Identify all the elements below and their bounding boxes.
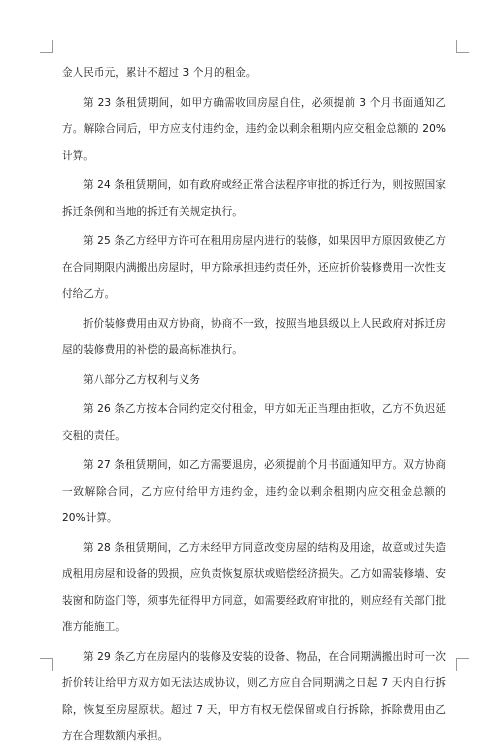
paragraph-article-26: 第 26 条乙方按本合同约定交付租金，甲方如无正当理由拒收，乙方不负迟延交租的责任。	[62, 403, 446, 442]
crop-mark-bottom-left	[40, 658, 53, 671]
crop-mark-bottom-right	[456, 658, 469, 671]
crop-mark-top-left	[40, 40, 53, 53]
paragraph-article-28: 第 28 条租赁期间，乙方未经甲方同意改变房屋的结构及用途，故意或过失造成租用房屋和设备的毁损，应负责恢复原状或赔偿经济损失。乙方如需装修墙、安装窗和防盗门等，须事先征得甲方同意，如需要经政府审批的，则应经有关部门批准方能施工。	[62, 541, 446, 633]
paragraph-article-23: 第 23 条租赁期间，如甲方确需收回房屋自住，必须提前 3 个月书面通知乙方。解除合同后，甲方应支付违约金，违约金以剩余租期内应交租金总额的 20%计算。	[62, 96, 446, 162]
crop-mark-top-right	[456, 40, 469, 53]
paragraph-article-24: 第 24 条租赁期间，如有政府或经正常合法程序审批的拆迁行为，则按照国家拆迁条例和当地的拆迁有关规定执行。	[62, 179, 446, 218]
document-body	[62, 60, 446, 753]
section-heading-part-8: 第八部分乙方权利与义务	[83, 373, 201, 386]
paragraph-article-25: 第 25 条乙方经甲方许可在租用房屋内进行的装修，如果因甲方原因致使乙方在合同期限内满搬出房屋时，甲方除承担违约责任外，还应折价装修费用一次性支付给乙方。	[62, 235, 446, 300]
paragraph-article-29: 第 29 条乙方在房屋内的装修及安装的设备、物品，在合同期满搬出时可一次折价转让给甲方双方如无法达成协议，则乙方应自合同期满之日起 7 天内自行拆除，恢复至房屋原状。超过 7 天，甲方有权无偿保留或自行拆除，拆除费用由乙方在合理数额内承担。	[62, 650, 446, 742]
paragraph-rent-cap: 金人民币元，累计不超过 3 个月的租金。	[62, 67, 257, 79]
paragraph-renovation-compensation: 折价装修费用由双方协商，协商不一致，按照当地县级以上人民政府对拆迁房屋的装修费用的补偿的最高标准执行。	[62, 317, 446, 356]
paragraph-article-27: 第 27 条租赁期间，如乙方需要退房，必须提前个月书面通知甲方。双方协商一致解除合同，乙方应付给甲方违约金，违约金以剩余租期内应交租金总额的 20%计算。	[62, 459, 446, 524]
